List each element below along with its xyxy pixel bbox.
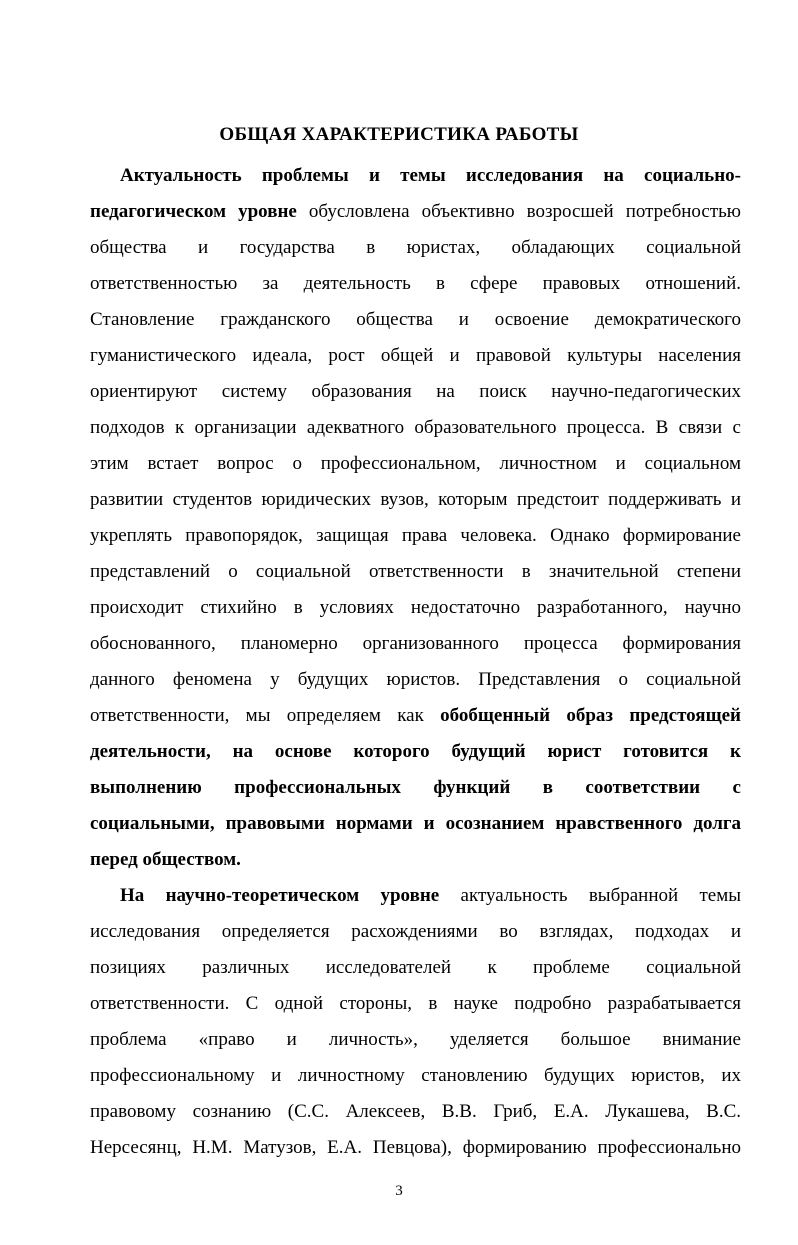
text-segment: представлений о социальной ответственности в значительной степени <box>90 561 741 582</box>
text-segment: общества и государства в юристах, обладающих социальной <box>90 237 741 258</box>
text-segment: укреплять правопорядок, защищая права человека. Однако формирование <box>90 525 741 546</box>
text-line <box>120 164 741 188</box>
text-segment: профессиональному и личностному становлению будущих юристов, их <box>90 1065 741 1086</box>
text-line <box>90 704 741 728</box>
bold-text: перед обществом. <box>90 849 241 870</box>
text-segment: актуальность выбранной темы <box>439 885 742 906</box>
text-segment: обусловлена объективно возросшей потребностью <box>296 201 741 222</box>
text-line <box>90 776 741 800</box>
text-segment: происходит стихийно в условиях недостаточно разработанного, научно <box>90 597 741 618</box>
bold-text: деятельности, на основе которого будущий юрист готовится к <box>90 741 741 762</box>
text-line <box>90 848 741 872</box>
text-line <box>90 416 741 440</box>
text-line <box>90 1064 741 1088</box>
text-segment: данного феномена у будущих юристов. Представления о социальной <box>90 669 741 690</box>
text-segment: Становление гражданского общества и освоение демократического <box>90 309 741 330</box>
text-segment: ответственности, мы определяем как <box>90 705 441 726</box>
text-segment: подходов к организации адекватного образовательного процесса. В связи с <box>90 417 741 438</box>
text-line <box>90 236 741 260</box>
text-line <box>90 200 741 224</box>
text-line <box>90 344 741 368</box>
text-line <box>90 740 741 764</box>
text-line <box>90 452 741 476</box>
text-segment: Нерсесянц, Н.М. Матузов, Е.А. Певцова), формированию профессионально <box>90 1137 741 1158</box>
text-line <box>90 992 741 1016</box>
text-line <box>90 632 741 656</box>
text-segment: проблема «право и личность», уделяется большое внимание <box>90 1029 741 1050</box>
text-line <box>90 920 741 944</box>
text-line <box>90 308 741 332</box>
text-line <box>90 524 741 548</box>
bold-text: социальными, правовыми нормами и осознанием нравственного долга <box>90 813 741 834</box>
text-segment: исследования определяется расхождениями во взглядах, подходах и <box>90 921 741 942</box>
text-line <box>90 380 741 404</box>
page-number: 3 <box>395 1183 403 1199</box>
text-segment: позициях различных исследователей к проблеме социальной <box>90 957 741 978</box>
text-segment: обоснованного, планомерно организованного процесса формирования <box>90 633 741 654</box>
text-segment: этим встает вопрос о профессиональном, личностном и социальном <box>90 453 741 474</box>
text-line <box>90 668 741 692</box>
bold-text: На научно-теоретическом уровне <box>120 885 440 906</box>
text-line <box>90 1028 741 1052</box>
bold-text: обобщенный образ предстоящей <box>440 705 741 726</box>
text-segment: правовому сознанию (С.С. Алексеев, В.В. Гриб, Е.А. Лукашева, В.С. <box>90 1101 741 1122</box>
text-line <box>90 560 741 584</box>
text-line <box>90 1136 741 1160</box>
bold-text: выполнению профессиональных функций в соответствии с <box>90 777 741 798</box>
text-line <box>90 488 741 512</box>
text-line <box>120 884 741 908</box>
page-title: ОБЩАЯ ХАРАКТЕРИСТИКА РАБОТЫ <box>219 124 579 145</box>
text-segment: ответственности. С одной стороны, в науке подробно разрабатывается <box>90 993 741 1014</box>
text-line <box>90 812 741 836</box>
text-line <box>90 272 741 296</box>
text-line <box>90 956 741 980</box>
text-segment: ориентируют систему образования на поиск научно-педагогических <box>90 381 741 402</box>
bold-text: педагогическом уровне <box>90 201 297 222</box>
bold-text: Актуальность проблемы и темы исследования на социально- <box>120 165 741 186</box>
text-line <box>90 1100 741 1124</box>
text-segment: гуманистического идеала, рост общей и правовой культуры населения <box>90 345 741 366</box>
text-segment: развитии студентов юридических вузов, которым предстоит поддерживать и <box>90 489 741 510</box>
text-line <box>90 596 741 620</box>
text-segment: ответственностью за деятельность в сфере правовых отношений. <box>90 273 741 294</box>
